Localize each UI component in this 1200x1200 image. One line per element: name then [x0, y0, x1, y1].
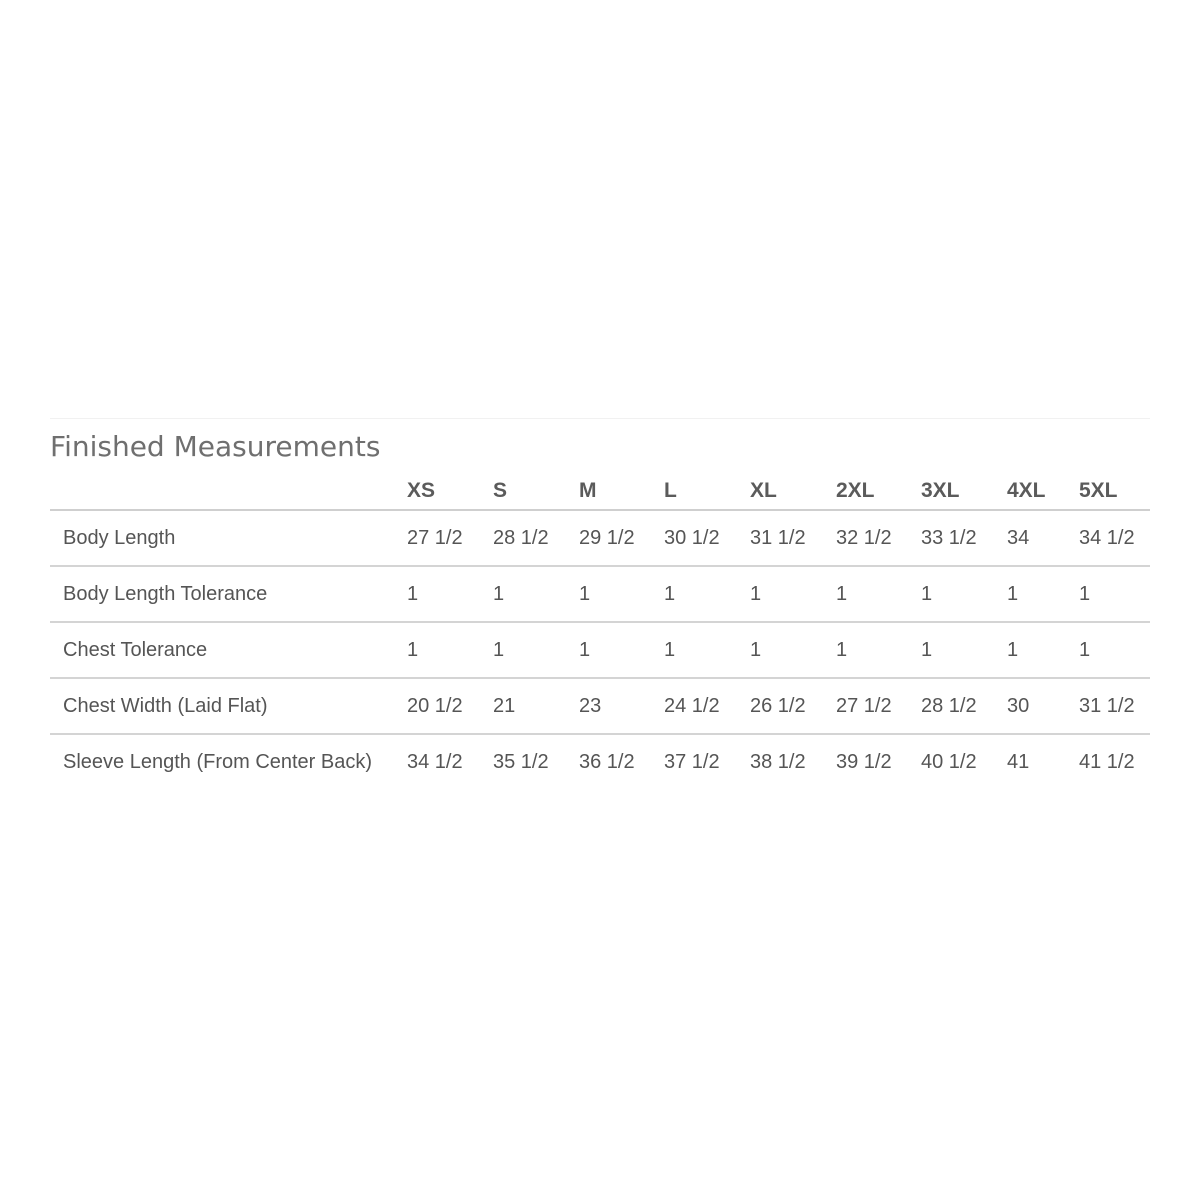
measurements-table — [50, 472, 1150, 789]
table-cell: 28 1/2 — [921, 695, 977, 717]
table-cell: 1 — [1079, 639, 1091, 661]
page-title: Finished Measurements — [50, 430, 381, 463]
table-cell: 1 — [836, 583, 848, 605]
row-label: Body Length — [63, 527, 176, 549]
row-label: Sleeve Length (From Center Back) — [63, 751, 373, 773]
table-cell: 1 — [750, 583, 762, 605]
table-row-body-length — [50, 511, 1150, 567]
table-cell: 1 — [664, 583, 676, 605]
table-cell: 1 — [664, 639, 676, 661]
table-cell: 34 1/2 — [407, 751, 463, 773]
table-cell: 1 — [1007, 639, 1019, 661]
table-cell: 40 1/2 — [921, 751, 977, 773]
table-cell: 23 — [579, 695, 602, 717]
table-row-sleeve-length — [50, 735, 1150, 789]
table-cell: 1 — [407, 583, 419, 605]
top-divider — [50, 418, 1150, 419]
table-cell: 1 — [407, 639, 419, 661]
table-cell: 28 1/2 — [493, 527, 549, 549]
column-header-4xl: 4XL — [1007, 479, 1046, 502]
table-cell: 37 1/2 — [664, 751, 720, 773]
table-cell: 1 — [1079, 583, 1091, 605]
table-cell: 36 1/2 — [579, 751, 635, 773]
table-cell: 1 — [750, 639, 762, 661]
column-header-m: M — [579, 479, 597, 502]
column-header-2xl: 2XL — [836, 479, 875, 502]
row-label: Chest Width (Laid Flat) — [63, 695, 268, 717]
column-header-3xl: 3XL — [921, 479, 960, 502]
column-header-xl: XL — [750, 479, 777, 502]
table-cell: 27 1/2 — [407, 527, 463, 549]
table-cell: 1 — [921, 639, 933, 661]
table-cell: 31 1/2 — [1079, 695, 1135, 717]
table-cell: 29 1/2 — [579, 527, 635, 549]
table-row-chest-width — [50, 679, 1150, 735]
table-header-row — [50, 472, 1150, 511]
table-cell: 31 1/2 — [750, 527, 806, 549]
table-cell: 30 — [1007, 695, 1030, 717]
column-header-5xl: 5XL — [1079, 479, 1118, 502]
table-cell: 1 — [921, 583, 933, 605]
table-cell: 1 — [579, 639, 591, 661]
table-cell: 24 1/2 — [664, 695, 720, 717]
table-cell: 1 — [1007, 583, 1019, 605]
table-cell: 41 — [1007, 751, 1030, 773]
table-row-chest-tolerance — [50, 623, 1150, 679]
table-cell: 33 1/2 — [921, 527, 977, 549]
table-cell: 1 — [579, 583, 591, 605]
table-cell: 26 1/2 — [750, 695, 806, 717]
column-header-xs: XS — [407, 479, 436, 502]
table-cell: 38 1/2 — [750, 751, 806, 773]
table-cell: 27 1/2 — [836, 695, 892, 717]
column-header-s: S — [493, 479, 508, 502]
table-cell: 39 1/2 — [836, 751, 892, 773]
column-header-l: L — [664, 479, 677, 502]
table-cell: 20 1/2 — [407, 695, 463, 717]
table-cell: 30 1/2 — [664, 527, 720, 549]
table-cell: 34 1/2 — [1079, 527, 1135, 549]
table-cell: 34 — [1007, 527, 1030, 549]
table-cell: 32 1/2 — [836, 527, 892, 549]
row-label: Body Length Tolerance — [63, 583, 268, 605]
table-cell: 1 — [493, 583, 505, 605]
table-cell: 21 — [493, 695, 516, 717]
table-cell: 35 1/2 — [493, 751, 549, 773]
row-label: Chest Tolerance — [63, 639, 208, 661]
table-row-body-length-tolerance — [50, 567, 1150, 623]
table-cell: 41 1/2 — [1079, 751, 1135, 773]
table-cell: 1 — [836, 639, 848, 661]
table-cell: 1 — [493, 639, 505, 661]
